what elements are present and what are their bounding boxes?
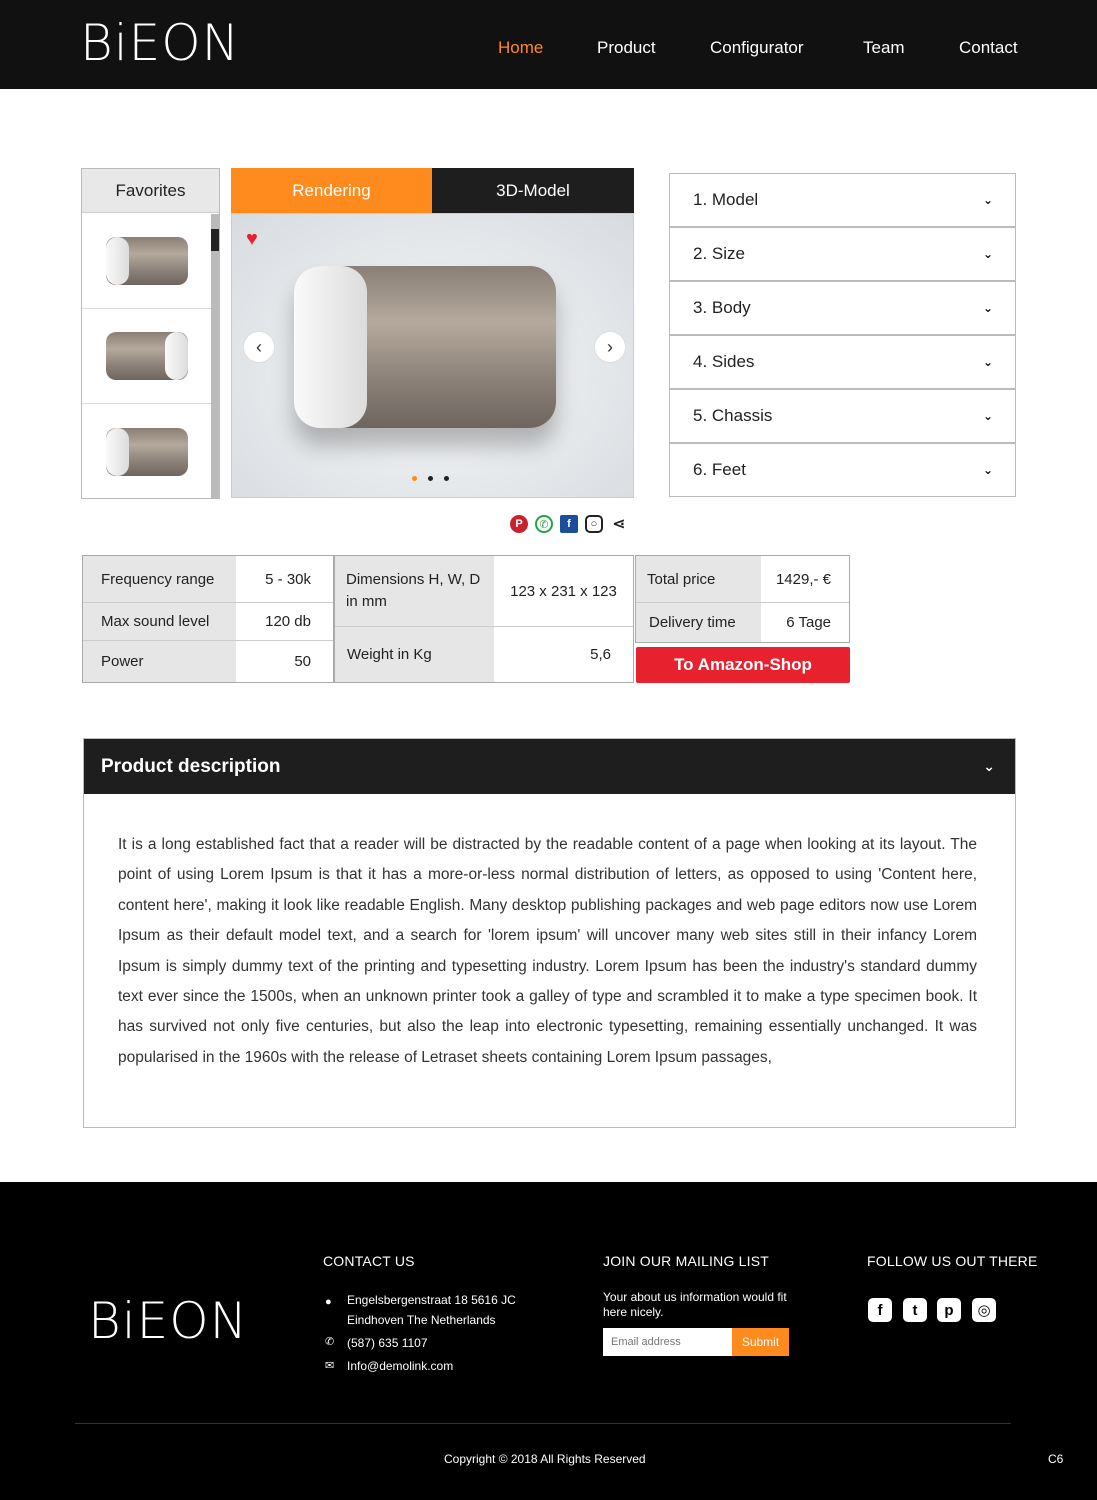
spec-table-audio bbox=[82, 555, 334, 683]
corner-label: C6 bbox=[1048, 1452, 1064, 1466]
chevron-down-icon: ⌄ bbox=[982, 193, 993, 207]
chevron-left-icon[interactable]: ‹ bbox=[243, 331, 275, 363]
spec-value: 5,6 bbox=[494, 627, 633, 682]
config-section-size[interactable] bbox=[669, 227, 1016, 281]
chevron-down-icon: ⌄ bbox=[983, 758, 995, 774]
mailing-text-line1: Your about us information would fit bbox=[603, 1290, 787, 1304]
pinterest-icon[interactable]: P bbox=[510, 515, 528, 533]
footer-logo[interactable]: BiEON bbox=[88, 1292, 248, 1350]
price-value: 1429,- € bbox=[761, 556, 849, 602]
nav-contact[interactable]: Contact bbox=[959, 38, 1018, 57]
spec-label: Power bbox=[83, 641, 236, 682]
favorite-thumbnail[interactable] bbox=[82, 214, 212, 309]
chevron-down-icon: ⌄ bbox=[982, 463, 993, 477]
submit-button[interactable]: Submit bbox=[732, 1328, 789, 1356]
spec-label: Frequency range bbox=[83, 556, 236, 602]
follow-title: FOLLOW US OUT THERE bbox=[867, 1253, 1038, 1269]
spec-label: Dimensions H, W, D in mm bbox=[335, 556, 494, 626]
contact-email[interactable]: Info@demolink.com bbox=[347, 1359, 454, 1373]
instagram-icon[interactable]: ◎ bbox=[972, 1298, 996, 1322]
chevron-down-icon: ⌄ bbox=[982, 355, 993, 369]
spec-label: Max sound level bbox=[83, 603, 236, 640]
spec-table-order bbox=[635, 555, 850, 643]
instagram-icon[interactable]: ○ bbox=[585, 515, 603, 533]
chevron-down-icon: ⌄ bbox=[982, 409, 993, 423]
favorites-list bbox=[82, 214, 212, 499]
spec-label: Delivery time bbox=[636, 603, 761, 642]
spec-label: Weight in Kg bbox=[335, 627, 494, 682]
copyright: Copyright © 2018 All Rights Reserved bbox=[444, 1452, 646, 1466]
favorite-thumbnail[interactable] bbox=[82, 404, 212, 499]
spec-table-dimensions bbox=[334, 555, 634, 683]
nav-team[interactable]: Team bbox=[863, 38, 905, 57]
config-section-body[interactable] bbox=[669, 281, 1016, 335]
facebook-icon[interactable]: f bbox=[868, 1298, 892, 1322]
share-icon[interactable]: ⋖ bbox=[610, 515, 628, 533]
footer-divider bbox=[75, 1423, 1011, 1424]
spec-value: 120 db bbox=[236, 603, 333, 640]
tab-rendering[interactable]: Rendering bbox=[231, 168, 432, 213]
whatsapp-icon[interactable]: ✆ bbox=[535, 515, 553, 533]
mailing-title: JOIN OUR MAILING LIST bbox=[603, 1253, 769, 1269]
footer bbox=[0, 1182, 1097, 1500]
top-navigation-bar bbox=[0, 0, 1097, 89]
favorites-scrollbar[interactable] bbox=[211, 214, 219, 499]
favorite-heart-icon[interactable]: ♥ bbox=[246, 228, 258, 250]
carousel-dots bbox=[412, 476, 449, 481]
product-description-header[interactable] bbox=[84, 739, 1015, 794]
share-bar bbox=[510, 515, 628, 533]
carousel-dot[interactable] bbox=[444, 476, 449, 481]
mailing-text-line2: here nicely. bbox=[603, 1305, 664, 1319]
tab-3d-model[interactable]: 3D-Model bbox=[432, 168, 634, 213]
chevron-right-icon[interactable]: › bbox=[594, 331, 626, 363]
pinterest-icon[interactable]: p bbox=[937, 1298, 961, 1322]
amazon-shop-button[interactable]: To Amazon-Shop bbox=[636, 647, 850, 683]
nav-product[interactable]: Product bbox=[597, 38, 656, 57]
chevron-down-icon: ⌄ bbox=[982, 247, 993, 261]
contact-title: CONTACT US bbox=[323, 1253, 415, 1269]
contact-address-line1: Engelsbergenstraat 18 5616 JC bbox=[347, 1293, 516, 1307]
config-section-chassis[interactable] bbox=[669, 389, 1016, 443]
config-section-label: 6. Feet bbox=[693, 460, 746, 479]
spec-label: Total price bbox=[636, 556, 761, 602]
spec-value: 6 Tage bbox=[761, 603, 849, 642]
contact-phone[interactable]: (587) 635 1107 bbox=[347, 1336, 428, 1350]
phone-icon: ✆ bbox=[325, 1336, 335, 1348]
nav-home[interactable]: Home bbox=[498, 38, 544, 57]
favorites-panel bbox=[81, 168, 220, 499]
product-image-viewer bbox=[231, 213, 634, 498]
chevron-down-icon: ⌄ bbox=[982, 301, 993, 315]
config-section-label: 2. Size bbox=[693, 244, 745, 263]
config-section-feet[interactable] bbox=[669, 443, 1016, 497]
nav-configurator[interactable]: Configurator bbox=[710, 38, 804, 57]
contact-address-line2: Eindhoven The Netherlands bbox=[347, 1313, 496, 1327]
config-section-label: 5. Chassis bbox=[693, 406, 773, 425]
brand-logo[interactable]: BiEON bbox=[80, 14, 240, 72]
spec-value: 123 x 231 x 123 bbox=[494, 556, 633, 626]
config-section-label: 1. Model bbox=[693, 190, 759, 209]
email-input[interactable]: Email address bbox=[603, 1328, 732, 1356]
config-section-model[interactable] bbox=[669, 173, 1016, 227]
map-pin-icon: ● bbox=[325, 1296, 332, 1308]
favorites-title: Favorites bbox=[82, 169, 219, 213]
facebook-icon[interactable]: f bbox=[560, 515, 578, 533]
carousel-dot[interactable] bbox=[428, 476, 433, 481]
product-description-panel bbox=[83, 738, 1016, 1128]
config-section-label: 4. Sides bbox=[693, 352, 755, 371]
spec-value: 50 bbox=[236, 641, 333, 682]
product-description-text: It is a long established fact that a reader will be distracted by the readable content of a page when looking at its layout. The point of using Lorem Ipsum is that it has a more-or-less normal distribution of letters, as opposed to using 'Content here, content here', making it look like readable English. Many desktop publishing packages and web page editors now use Lorem Ipsum as their default model text, and a search for 'lorem ipsum' will uncover many web sites still in their infancy Lorem Ipsum is simply dummy text of the printing and typesetting industry. Lorem Ipsum has been the industry's standard dummy text ever since the 1500s, when an unknown printer took a galley of type and scrambled it to make a type specimen book. It has survived not only five centuries, but also the leap into electronic typesetting, remaining essentially unchanged. It was popularised in the 1960s with the release of Letraset sheets containing Lorem Ipsum passages, bbox=[118, 836, 977, 1066]
carousel-dot[interactable] bbox=[412, 476, 417, 481]
config-section-sides[interactable] bbox=[669, 335, 1016, 389]
favorite-thumbnail[interactable] bbox=[82, 309, 212, 404]
spec-value: 5 - 30k bbox=[236, 556, 333, 602]
twitter-icon[interactable]: t bbox=[903, 1298, 927, 1322]
mail-icon: ✉ bbox=[325, 1360, 335, 1372]
scrollbar-thumb[interactable] bbox=[211, 229, 219, 251]
product-description-title: Product description bbox=[101, 755, 281, 777]
product-image bbox=[294, 266, 556, 428]
config-section-label: 3. Body bbox=[693, 298, 751, 317]
